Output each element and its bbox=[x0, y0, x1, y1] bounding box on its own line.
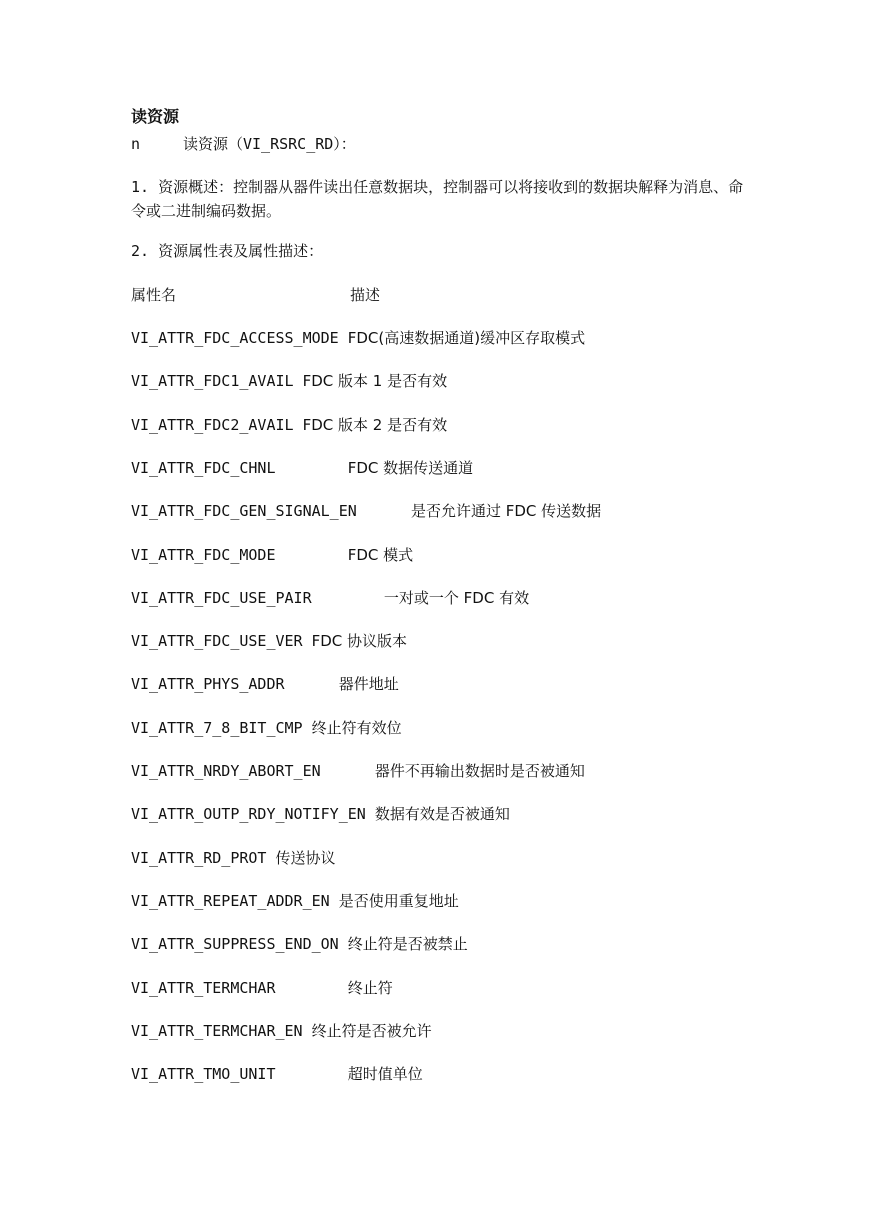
attribute-name: VI_ATTR_SUPPRESS_END_ON bbox=[131, 935, 348, 953]
attribute-row bbox=[131, 328, 585, 348]
attribute-row bbox=[131, 674, 399, 694]
attribute-description: 终止符有效位 bbox=[311, 719, 402, 737]
attribute-row bbox=[131, 631, 407, 651]
attribute-name: VI_ATTR_OUTP_RDY_NOTIFY_EN bbox=[131, 805, 375, 823]
attribute-name: VI_ATTR_FDC_ACCESS_MODE bbox=[131, 329, 348, 347]
attribute-row bbox=[131, 458, 473, 478]
attribute-description: 传送协议 bbox=[275, 849, 336, 867]
attribute-row bbox=[131, 501, 601, 521]
attribute-row bbox=[131, 588, 529, 608]
attribute-row bbox=[131, 371, 447, 391]
column-header-desc: 描述 bbox=[350, 286, 381, 304]
overview-paragraph: 1. 资源概述：控制器从器件读出任意数据块，控制器可以将接收到的数据块解释为消息、命令或二进制编码数据。 bbox=[131, 178, 744, 220]
attribute-row bbox=[131, 415, 447, 435]
attribute-description: FDC 模式 bbox=[347, 546, 414, 564]
bullet-marker: n bbox=[131, 135, 141, 153]
attribute-name: VI_ATTR_FDC_MODE bbox=[131, 546, 348, 564]
attribute-row bbox=[131, 804, 510, 824]
attribute-name: VI_ATTR_RD_PROT bbox=[131, 849, 276, 867]
attribute-name: VI_ATTR_FDC_CHNL bbox=[131, 459, 348, 477]
attribute-row bbox=[131, 848, 336, 868]
bullet-text: 读资源（VI_RSRC_RD）： bbox=[183, 135, 356, 153]
attribute-description: 器件地址 bbox=[338, 675, 399, 693]
attribute-name: VI_ATTR_NRDY_ABORT_EN bbox=[131, 762, 375, 780]
attribute-name: VI_ATTR_FDC_GEN_SIGNAL_EN bbox=[131, 502, 411, 520]
attribute-row bbox=[131, 978, 393, 998]
attribute-row bbox=[131, 545, 413, 565]
attribute-description: FDC 版本 1 是否有效 bbox=[302, 372, 448, 390]
attribute-description: 终止符 bbox=[347, 979, 393, 997]
attribute-name: VI_ATTR_TERMCHAR bbox=[131, 979, 348, 997]
attribute-name: VI_ATTR_TERMCHAR_EN bbox=[131, 1022, 312, 1040]
attribute-description: 终止符是否被禁止 bbox=[347, 935, 468, 953]
attribute-name: VI_ATTR_FDC2_AVAIL bbox=[131, 416, 303, 434]
attribute-row bbox=[131, 1064, 423, 1084]
attribute-name: VI_ATTR_FDC_USE_PAIR bbox=[131, 589, 384, 607]
attribute-description: 是否允许通过 FDC 传送数据 bbox=[410, 502, 602, 520]
attribute-description: FDC 数据传送通道 bbox=[347, 459, 474, 477]
attribute-description: 超时值单位 bbox=[347, 1065, 423, 1083]
attribute-description: FDC(高速数据通道)缓冲区存取模式 bbox=[347, 329, 586, 347]
attribute-description: 终止符是否被允许 bbox=[311, 1022, 432, 1040]
column-header-name: 属性名 bbox=[131, 286, 177, 304]
attribute-name: VI_ATTR_7_8_BIT_CMP bbox=[131, 719, 312, 737]
attribute-name: VI_ATTR_REPEAT_ADDR_EN bbox=[131, 892, 339, 910]
attribute-row bbox=[131, 761, 585, 781]
attribute-row bbox=[131, 934, 468, 954]
bullet-line bbox=[131, 134, 356, 154]
attribute-description: 数据有效是否被通知 bbox=[374, 805, 510, 823]
attribute-description: 是否使用重复地址 bbox=[338, 892, 459, 910]
attribute-name: VI_ATTR_TMO_UNIT bbox=[131, 1065, 348, 1083]
attribute-name: VI_ATTR_FDC1_AVAIL bbox=[131, 372, 303, 390]
attribute-name: VI_ATTR_PHYS_ADDR bbox=[131, 675, 339, 693]
attribute-row bbox=[131, 891, 459, 911]
attribute-description: 器件不再输出数据时是否被通知 bbox=[374, 762, 585, 780]
attribute-row bbox=[131, 1021, 432, 1041]
section-heading: 读资源 bbox=[131, 107, 180, 126]
attribute-description: 一对或一个 FDC 有效 bbox=[383, 589, 530, 607]
table-title: 2. 资源属性表及属性描述： bbox=[131, 242, 324, 260]
column-headers bbox=[131, 285, 380, 305]
attribute-description: FDC 版本 2 是否有效 bbox=[302, 416, 448, 434]
attribute-name: VI_ATTR_FDC_USE_VER bbox=[131, 632, 312, 650]
attribute-row bbox=[131, 718, 402, 738]
attribute-description: FDC 协议版本 bbox=[311, 632, 408, 650]
